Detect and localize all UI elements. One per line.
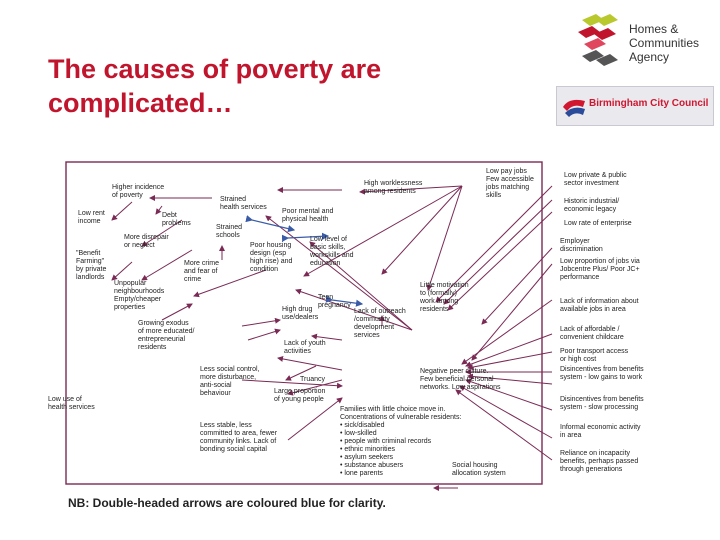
node-less-stable: Less stable, less committed to area, fewer community links. Lack of bonding social capital	[200, 422, 278, 453]
node-low-basic-skills: Low level of basic skills, workskills and education	[310, 236, 354, 267]
node-lack-youth: Lack of youth activities	[284, 340, 326, 355]
node-teen-pregnancy: Teen pregnancy	[318, 294, 351, 309]
node-strained-schools: Strained schools	[216, 224, 243, 239]
bcc-logo-text: Birmingham City Council	[589, 98, 709, 109]
bcc-emblem-icon	[561, 95, 587, 117]
node-unpopular-neighbourhoods: Unpopular neighbourhoods Empty/cheaper properties	[114, 280, 165, 311]
node-benefit-farming: "Benefit Farming" by private landlords	[76, 250, 107, 281]
node-high-drug-use: High drug use/dealers	[282, 306, 319, 321]
node-informal-economic: Informal economic activity in area	[560, 424, 641, 439]
node-reliance-incapacity: Reliance on incapacity benefits, perhaps passed through generations	[560, 450, 639, 473]
node-poor-mental-health: Poor mental and physical health	[282, 208, 334, 223]
node-strained-health: Strained health services	[220, 196, 267, 211]
node-little-motivation: Little motivation to (formally) work among residents	[420, 282, 469, 313]
node-disincentives-slow: Disincentives from benefits system - slow processing	[560, 396, 644, 411]
node-higher-incidence: Higher incidence of poverty	[112, 184, 165, 199]
node-low-health-services: Low use of health services	[48, 396, 95, 411]
node-historic-legacy: Historic industrial/ economic legacy	[564, 198, 620, 213]
node-low-private-investment: Low private & public sector investment	[564, 172, 627, 187]
node-growing-exodus: Growing exodus of more educated/ entrepreneurial residents	[138, 320, 195, 351]
node-social-housing: Social housing allocation system	[452, 462, 506, 477]
node-less-social-control: Less social control, more disturbance, anti-social behaviour	[200, 366, 260, 397]
node-low-rent-income: Low rent income	[78, 210, 105, 225]
node-low-jobcentre: Low proportion of jobs via Jobcentre Plus/ Poor JC+ performance	[560, 258, 640, 281]
hca-logo-text: Homes & Communities Agency	[629, 22, 700, 64]
node-poor-transport: Poor transport access or high cost	[560, 348, 629, 363]
node-lack-info-jobs: Lack of information about available jobs in area	[560, 298, 639, 313]
diagram-note: NB: Double-headed arrows are coloured blue for clarity.	[68, 496, 386, 510]
node-large-young: Large proportion of young people	[274, 388, 326, 403]
node-disincentives-low-gains: Disincentives from benefits system - low gains to work	[560, 366, 644, 381]
node-low-pay-jobs: Low pay jobs Few accessible jobs matching skills	[486, 168, 534, 199]
node-more-crime: More crime and fear of crime	[184, 260, 220, 283]
homes-communities-agency-logo	[574, 14, 704, 76]
poverty-causes-diagram	[42, 140, 678, 530]
birmingham-city-council-logo	[556, 86, 714, 126]
node-negative-peer: Negative peer culture. Few beneficial personal networks. Low aspirations	[420, 368, 501, 391]
hca-emblem-icon	[574, 14, 626, 74]
node-poor-housing-design: Poor housing design (esp high rise) and condition	[250, 242, 293, 273]
node-families-little-choice: Families with little choice move in. Concentrations of vulnerable residents: • sick/disabled • low-skilled • people with criminal records • ethnic minorities • asylum seekers • substance abusers • lone parents	[340, 406, 462, 477]
node-high-worklessness: High worklessness among residents	[364, 180, 423, 195]
node-more-disrepair: More disrepair or neglect	[124, 234, 169, 249]
node-lack-childcare: Lack of affordable / convenient childcare	[560, 326, 624, 341]
node-debt-problems: Debt problems	[162, 212, 191, 227]
node-truancy: Truancy	[300, 376, 326, 383]
page-title: The causes of poverty are complicated…	[48, 54, 382, 118]
node-lack-outreach: Lack of outreach /community development services	[354, 308, 406, 339]
node-employer-discrimination: Employer discrimination	[560, 238, 603, 253]
node-low-enterprise: Low rate of enterprise	[564, 220, 632, 227]
